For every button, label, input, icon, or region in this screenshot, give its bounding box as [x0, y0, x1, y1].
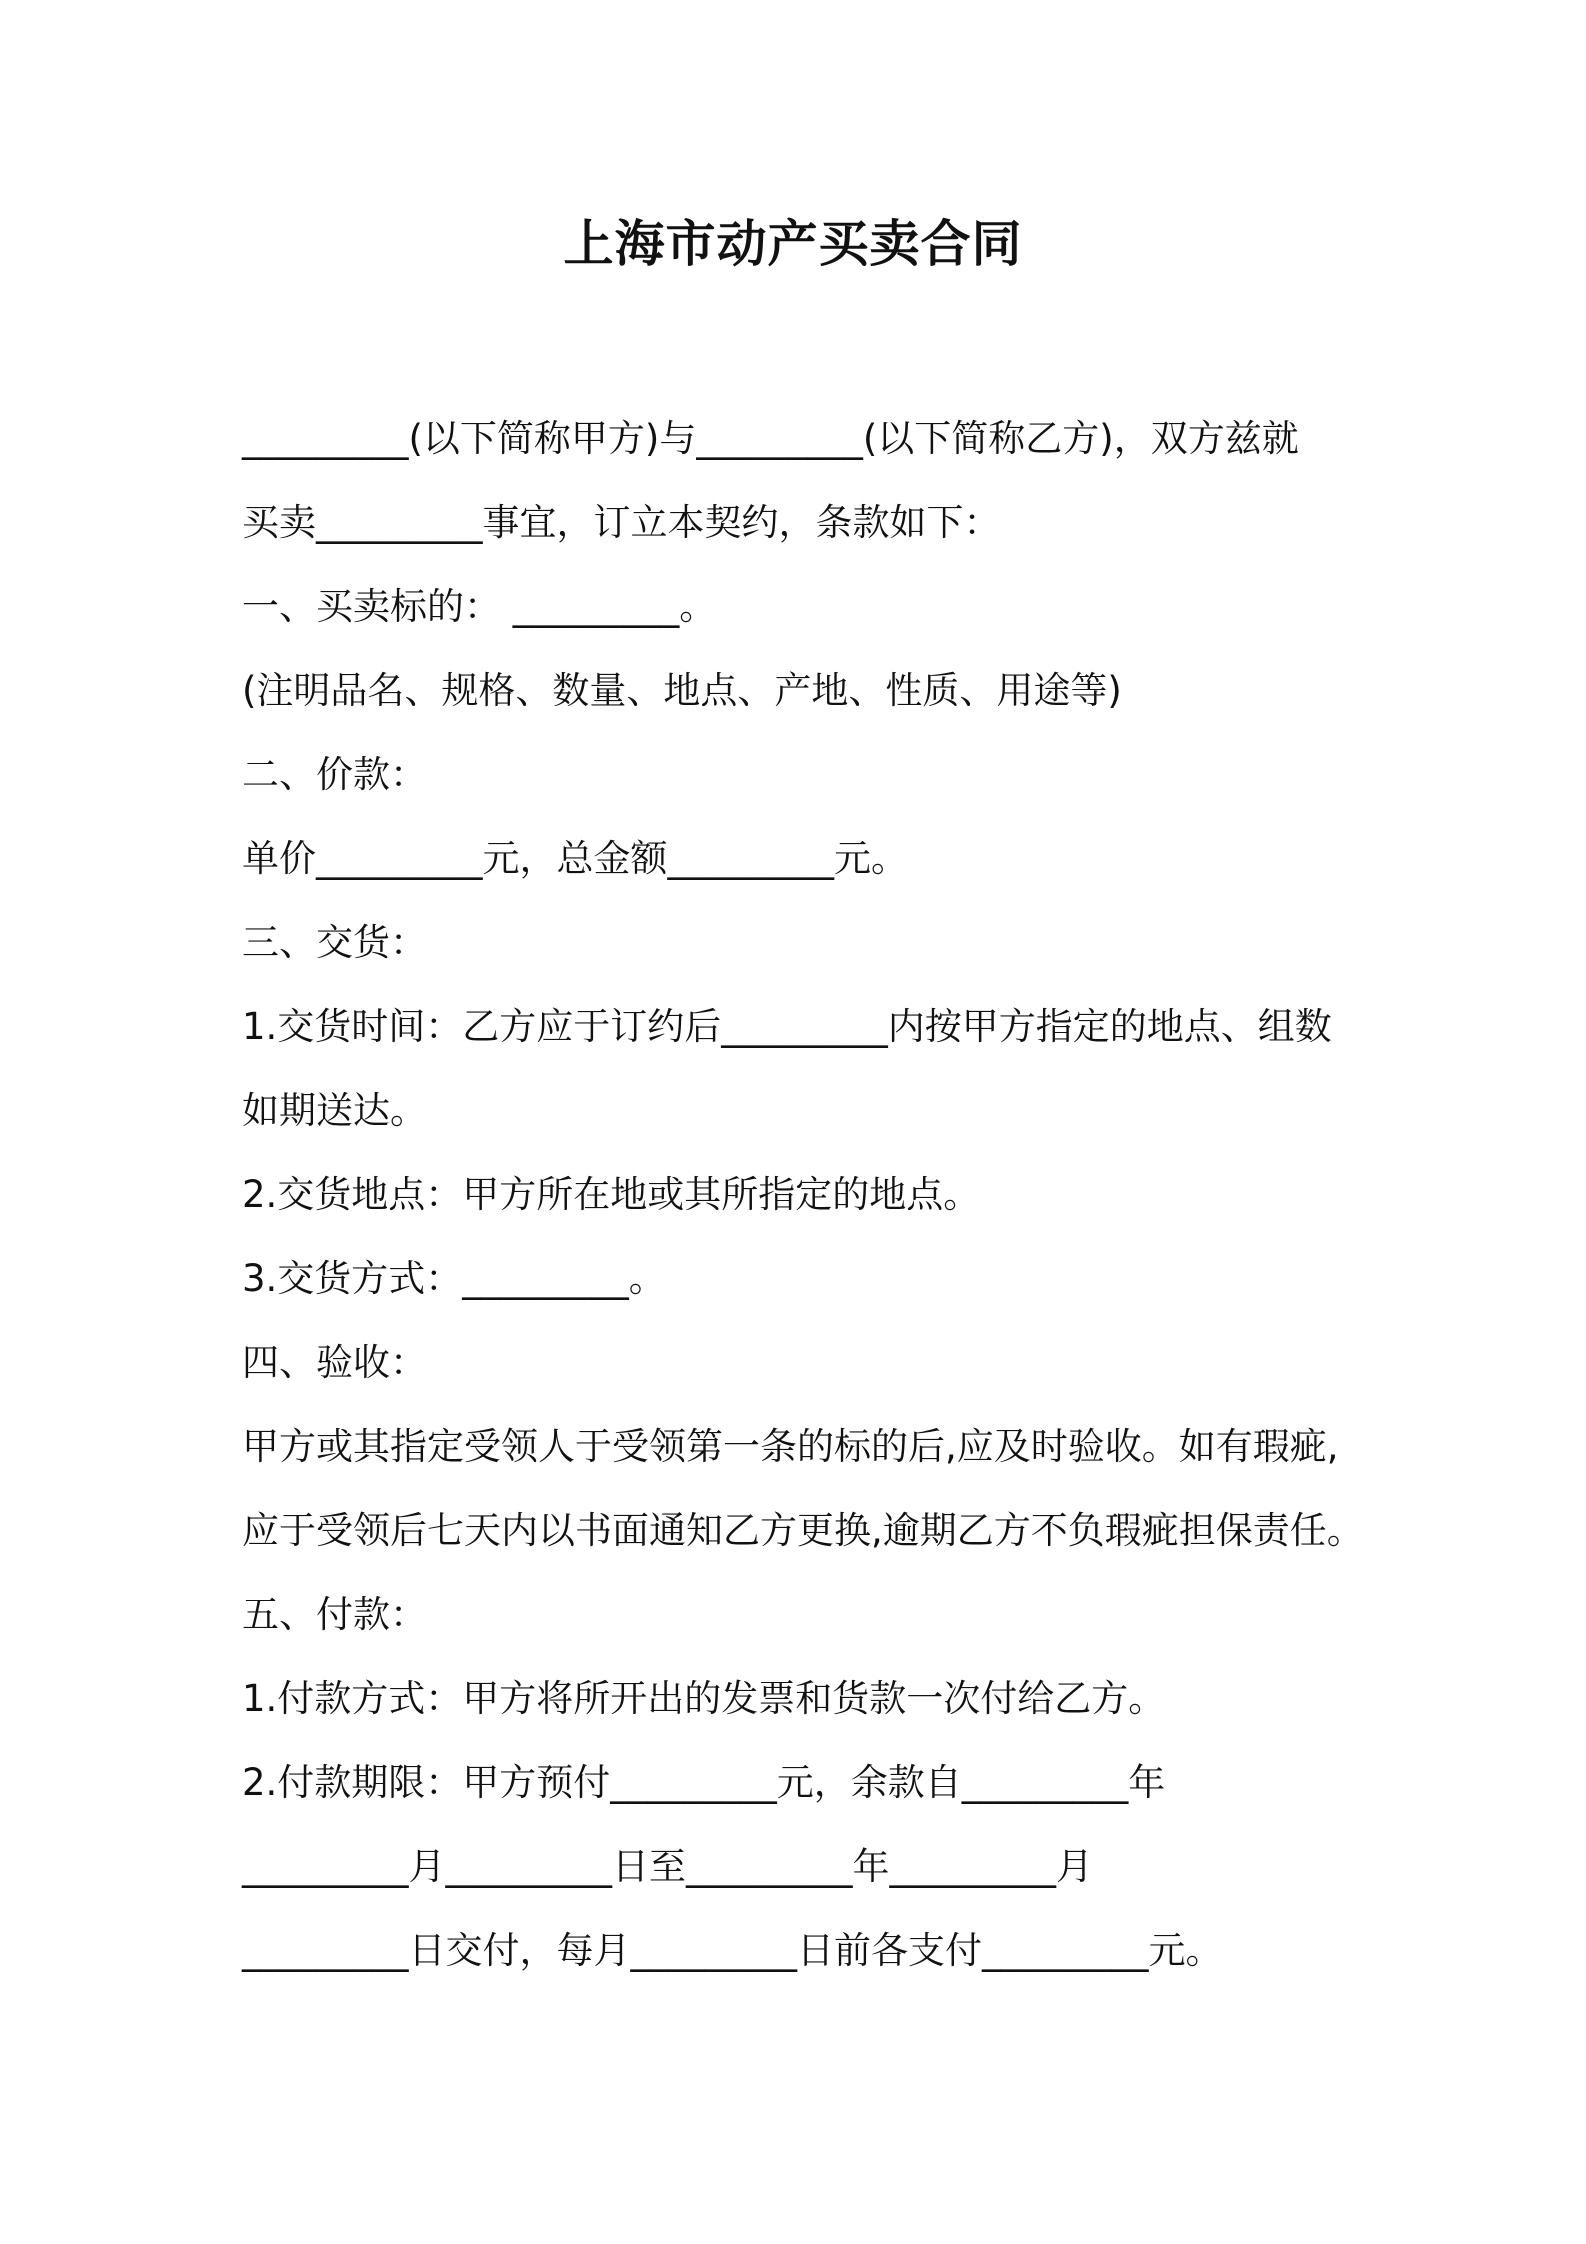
section-5-payment-term-end: _________日交付，每月_________日前各支付_________元。: [242, 1929, 1223, 1972]
section-3-heading: 三、交货：: [242, 921, 427, 964]
section-1-subject: 一、买卖标的： _________。: [242, 585, 717, 628]
section-3-delivery-time-cont: 如期送达。: [242, 1089, 427, 1132]
section-5-payment-term-cont: _________月_________日至_________年_________月: [242, 1845, 1093, 1888]
section-4-heading: 四、验收：: [242, 1341, 427, 1384]
section-5-payment-method: 1.付款方式：甲方将所开出的发票和货款一次付给乙方。: [242, 1677, 1166, 1720]
section-1-note: (注明品名、规格、数量、地点、产地、性质、用途等): [242, 669, 1122, 712]
section-3-delivery-method: 3.交货方式：_________。: [242, 1257, 666, 1300]
document-title: 上海市动产买卖合同: [563, 215, 1023, 273]
body-line-purpose: 买卖_________事宜，订立本契约，条款如下：: [242, 501, 1001, 544]
body-line-parties: _________(以下简称甲方)与_________(以下简称乙方)，双方兹就: [242, 417, 1299, 460]
section-2-price: 单价_________元，总金额_________元。: [242, 837, 908, 880]
section-3-delivery-time: 1.交货时间：乙方应于订约后_________内按甲方指定的地点、组数: [242, 1005, 1332, 1048]
section-5-payment-term: 2.付款期限：甲方预付_________元，余款自_________年: [242, 1761, 1166, 1804]
section-4-inspection: 甲方或其指定受领人于受领第一条的标的后,应及时验收。如有瑕疵,: [242, 1425, 1339, 1468]
section-4-inspection-cont: 应于受领后七天内以书面通知乙方更换,逾期乙方不负瑕疵担保责任。: [242, 1509, 1364, 1552]
section-3-delivery-place: 2.交货地点：甲方所在地或其所指定的地点。: [242, 1173, 981, 1216]
section-2-heading: 二、价款：: [242, 753, 427, 796]
section-5-heading: 五、付款：: [242, 1593, 427, 1636]
